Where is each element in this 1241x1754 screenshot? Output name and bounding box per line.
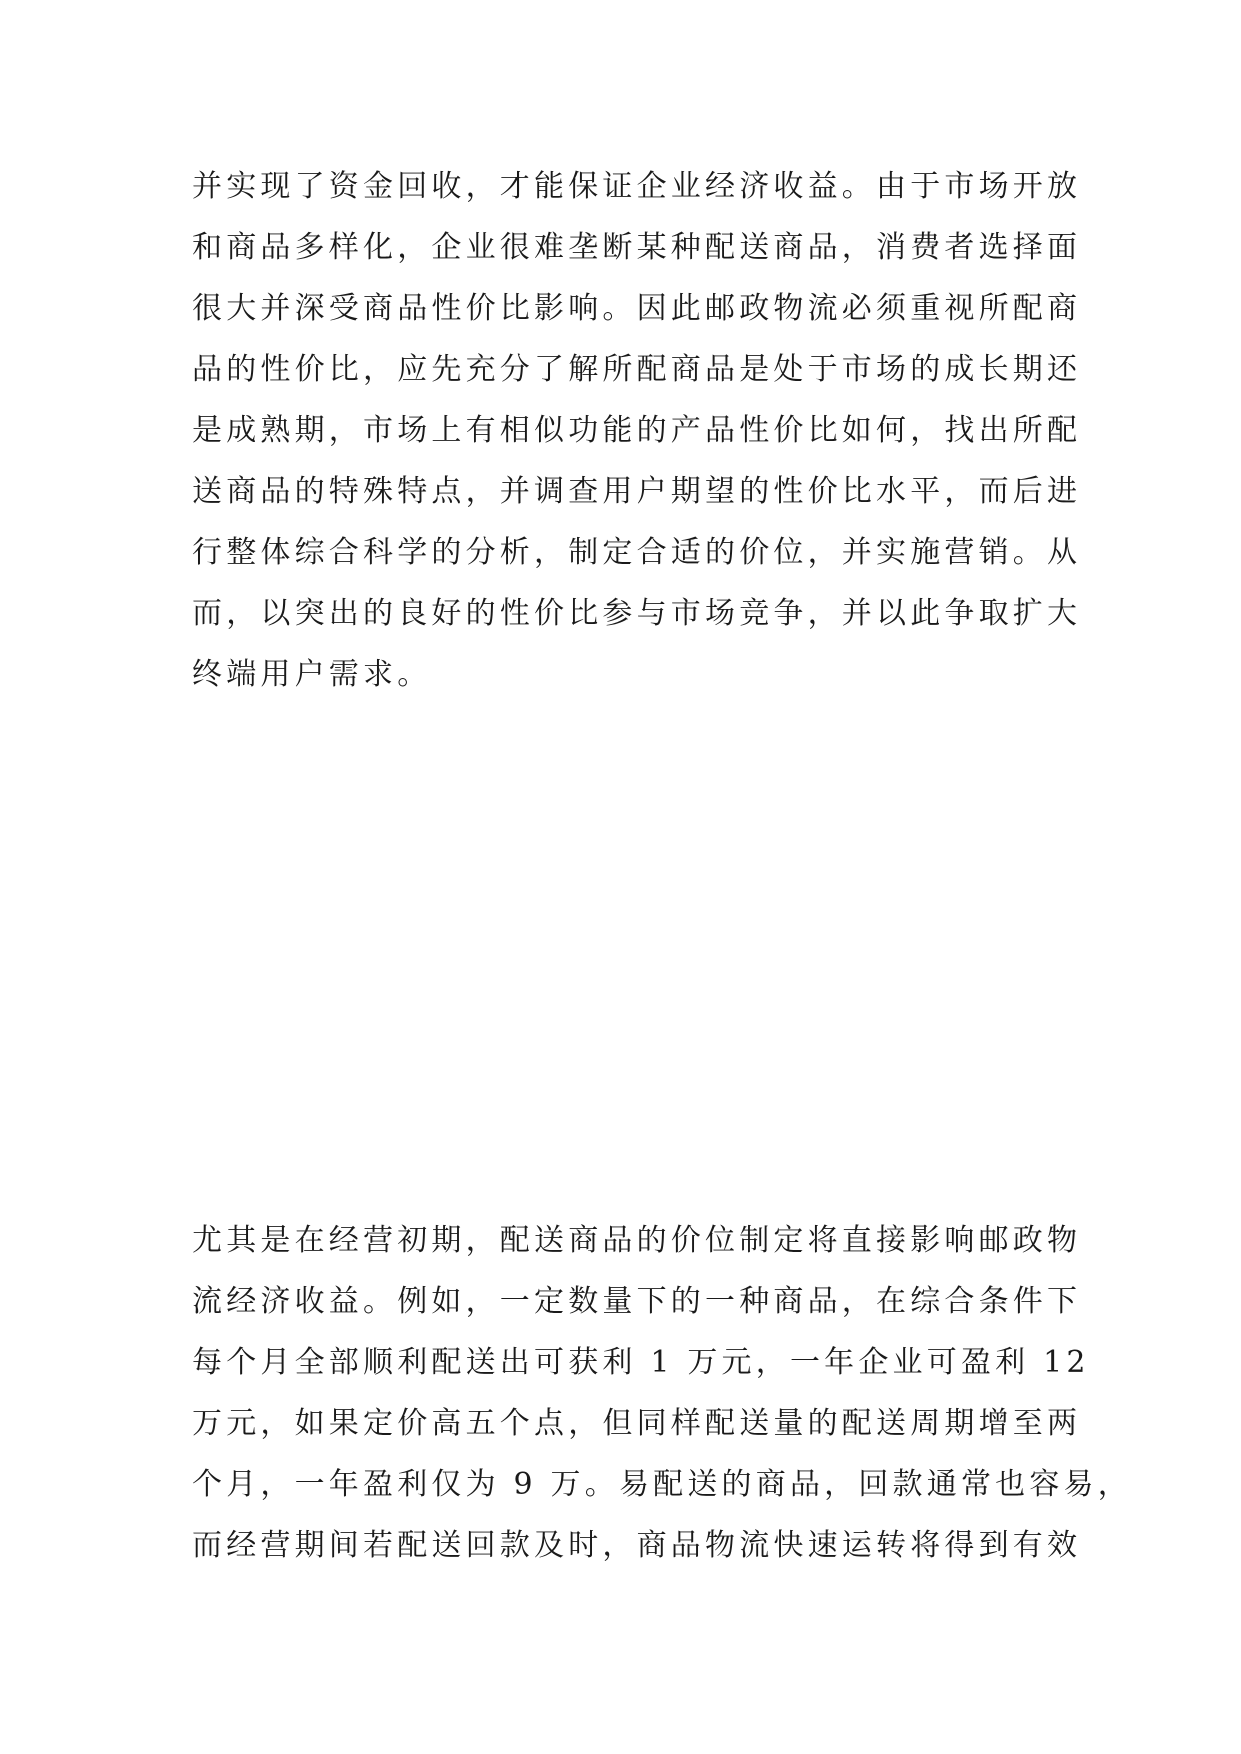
text-line: 而经营期间若配送回款及时，商品物流快速运转将得到有效: [192, 1528, 1082, 1563]
text-line: 流经济收益。例如，一定数量下的一种商品，在综合条件下: [192, 1284, 1082, 1319]
paragraph-early-stage-pricing: [192, 1210, 1132, 1576]
text-line: 万元，如果定价高五个点，但同样配送量的配送周期增至两: [192, 1406, 1082, 1441]
text-line: 而，以突出的良好的性价比参与市场竞争，并以此争取扩大: [192, 596, 1082, 631]
text-line: 很大并深受商品性价比影响。因此邮政物流必须重视所配商: [192, 291, 1082, 326]
text-line: 并实现了资金回收，才能保证企业经济收益。由于市场开放: [192, 169, 1082, 204]
text-line: 终端用户需求。: [192, 657, 432, 692]
text-line: 送商品的特殊特点，并调查用户期望的性价比水平，而后进: [192, 474, 1082, 509]
text-line: 尤其是在经营初期，配送商品的价位制定将直接影响邮政物: [192, 1223, 1082, 1258]
text-line: 和商品多样化，企业很难垄断某种配送商品，消费者选择面: [192, 230, 1082, 265]
text-line: 行整体综合科学的分析，制定合适的价位，并实施营销。从: [192, 535, 1082, 570]
text-line: 每个月全部顺利配送出可获利 1 万元，一年企业可盈利 12: [192, 1345, 1090, 1380]
text-line: 品的性价比，应先充分了解所配商品是处于市场的成长期还: [192, 352, 1082, 387]
paragraph-pricing-strategy: [192, 156, 1082, 705]
text-line: 是成熟期，市场上有相似功能的产品性价比如何，找出所配: [192, 413, 1082, 448]
text-line: 个月，一年盈利仅为 9 万。易配送的商品，回款通常也容易，: [192, 1467, 1132, 1502]
